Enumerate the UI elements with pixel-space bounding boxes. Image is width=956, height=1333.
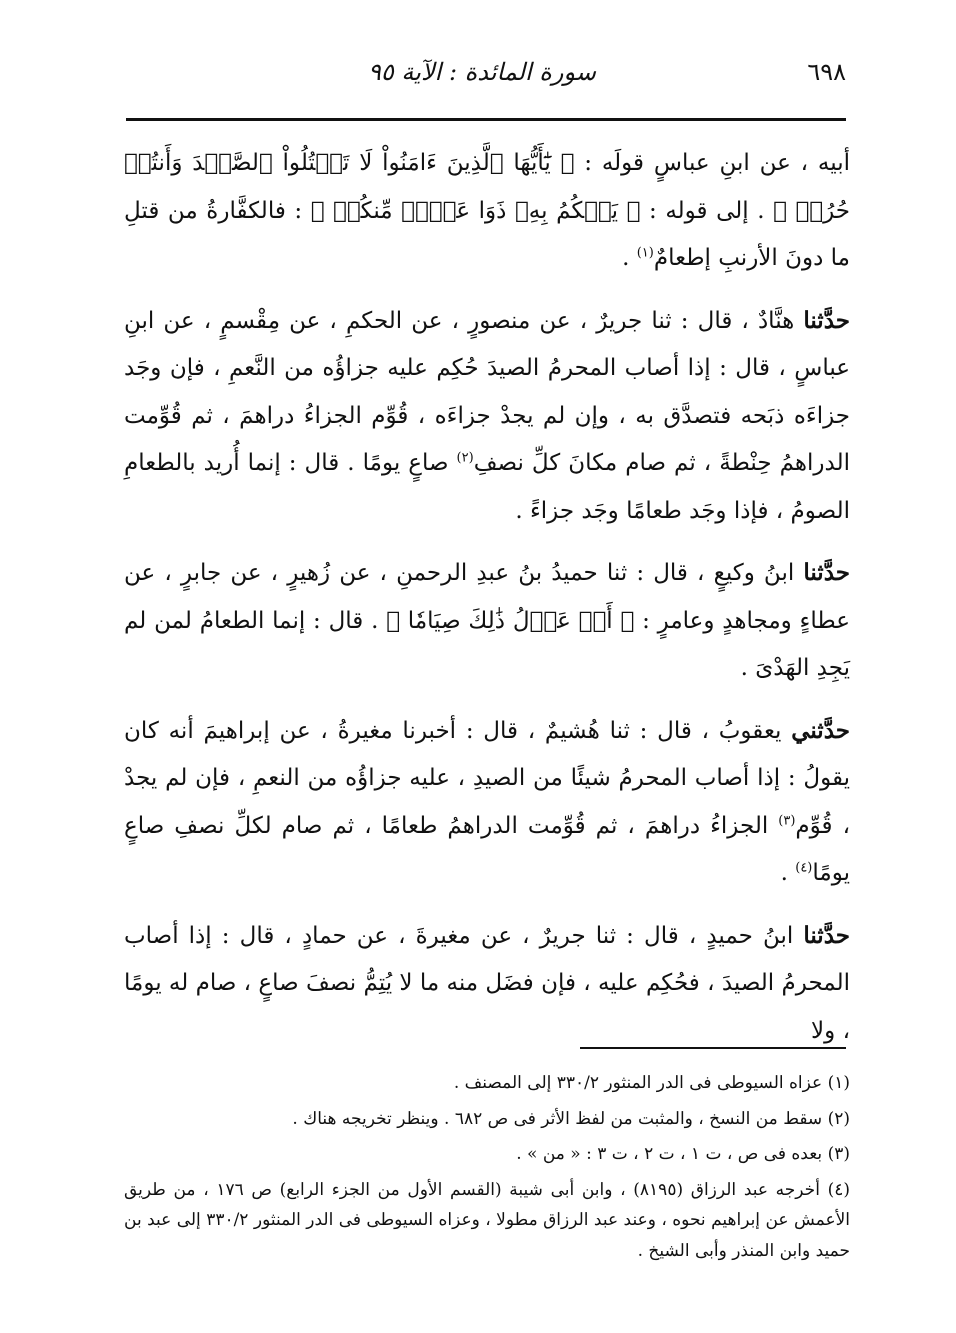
main-text bbox=[124, 140, 850, 1055]
text-run: . bbox=[780, 860, 796, 886]
footnote-4: (٤) أخرجه عبد الرزاق (٨١٩٥) ، وابن أبى شيبة (القسم الأول من الجزء الرابع) ص ١٧٦ ، من طريق الأعمش عن إبراهيم نحوه ، وعند عبد الرزاق مطولا ، وعزاه السيوطى فى الدر المنثور ٣٣٠/٢ إلى عبد بن حميد وابن المنذر وأبى الشيخ . bbox=[124, 1179, 851, 1261]
paragraph-1 bbox=[124, 140, 850, 283]
text-run: . bbox=[622, 245, 637, 271]
text-run: . إلى قوله : bbox=[640, 197, 774, 224]
text-run: الجزاءُ دراهمَ ، ثم قُوِّمت الدراهمُ طعامًا ، ثم صام لكلِّ نصفِ صاعٍ يومًا bbox=[124, 812, 850, 886]
footnote-ref: (١) bbox=[636, 245, 654, 261]
header-rule bbox=[126, 118, 846, 121]
footnote-ref: (٢) bbox=[456, 450, 474, 466]
narration-lead: حدَّثني bbox=[791, 716, 850, 744]
footnote-ref: (٣) bbox=[778, 812, 796, 828]
text-run: : فالكفَّارةُ من قتلِ ما دونَ الأرنبِ إطعامٌ bbox=[124, 197, 850, 271]
running-title: سورة المائدة : الآية ٩٥ bbox=[368, 58, 596, 86]
text-run: أبيه ، عن ابنِ عباسٍ قولَه : bbox=[574, 150, 850, 176]
narration-lead: حدَّثنا bbox=[803, 921, 850, 949]
footnote-1: (١) عزاه السيوطى فى الدر المنثور ٣٣٠/٢ إلى المصنف . bbox=[453, 1073, 850, 1093]
page-number: ٦٩٨ bbox=[807, 58, 846, 86]
text-run: يعقوبُ ، قال : ثنا هُشيمٌ ، قال : أخبرنا مغيرةُ ، عن إبراهيمَ أنه كان يقولُ : إذا أصاب المحرمُ شيئًا من الصيدِ ، عليه جزاؤُه من النعمِ ، فإن لم يجدْ ، قُوِّم bbox=[124, 717, 850, 839]
quran-quote: ﴿ يَٰٓأَيُّهَا ٱلَّذِينَ ءَامَنُواْ لَا تَقۡتُلُواْ ٱلصَّيۡدَ وَأَنتُمۡ حُرُمٞ ﴾ bbox=[124, 150, 850, 224]
paragraph-2 bbox=[124, 297, 850, 536]
paragraph-3 bbox=[124, 549, 850, 693]
text-run: . قال : إنما الطعامُ لمن لم يَجِدِ الهَدْىَ . bbox=[124, 607, 850, 681]
narration-lead: حدَّثنا bbox=[803, 559, 850, 586]
text-run: صاعٍ يومًا . قال : إنما أُريد بالطعامِ الصومُ ، فإذا وجَد طعامًا وجَد جزاءً . bbox=[124, 450, 850, 524]
text-run: هنَّادٌ ، قال : ثنا جريرٌ ، عن منصورٍ ، عن الحكمِ ، عن مِقْسمٍ ، عن ابنِ عباسٍ ، قال : إذا أصاب المحرمُ الصيدَ حُكِم عليه جزاؤُه من النَّعمِ ، فإن وجَد جزاءَه ذبَحه فتصدَّق به ، وإن لم يجدْ جزاءَه ، قُوِّم الجزاءُ دراهمَ ، ثم قُوِّمت الدراهمُ حِنْطةً ، ثم صام مكانَ كلِّ نصفِ bbox=[124, 307, 850, 476]
text-run: ابنُ حميدٍ ، قال : ثنا جريرٌ ، عن مغيرةَ ، عن حمادٍ ، قال : إذا أصاب المحرمُ الصيدَ ، فحُكِم عليه ، فإن فضَل منه ما لا يُتِمُّ نصفَ صاعٍ ، صام له يومًا ، ولا bbox=[124, 922, 850, 1044]
footnote-3: (٣) بعده فى ص ، ت ١ ، ت ٢ ، ت ٣ : « من » . bbox=[516, 1144, 850, 1164]
footnote-2: (٢) سقط من النسخ ، والمثبت من لفظ الأثر فى ص ٦٨٢ . وينظر تخريجه هناك . bbox=[292, 1108, 850, 1129]
quran-quote: ﴿ يَحۡكُمُ بِهِۦ ذَوَا عَدۡلٖ مِّنكُمۡ ﴾ bbox=[310, 197, 641, 224]
footnotes bbox=[124, 1068, 850, 1271]
text-run: ابنُ وكيعٍ ، قال : ثنا حميدُ بنُ عبدِ الرحمنِ ، عن زُهيرٍ ، عن جابرٍ ، عن عطاءٍ ومجاهدٍ وعامرٍ : bbox=[124, 560, 850, 634]
footnote-ref: (٤) bbox=[795, 860, 813, 876]
narration-lead: حدَّثنا bbox=[803, 306, 850, 334]
paragraph-5 bbox=[124, 912, 850, 1056]
page-header bbox=[118, 54, 846, 98]
quran-quote: ﴿ أَوۡ عَدۡلُ ذَٰلِكَ صِيَامٗا ﴾ bbox=[386, 607, 635, 634]
footnote-rule bbox=[580, 1047, 846, 1049]
paragraph-4 bbox=[124, 707, 850, 898]
